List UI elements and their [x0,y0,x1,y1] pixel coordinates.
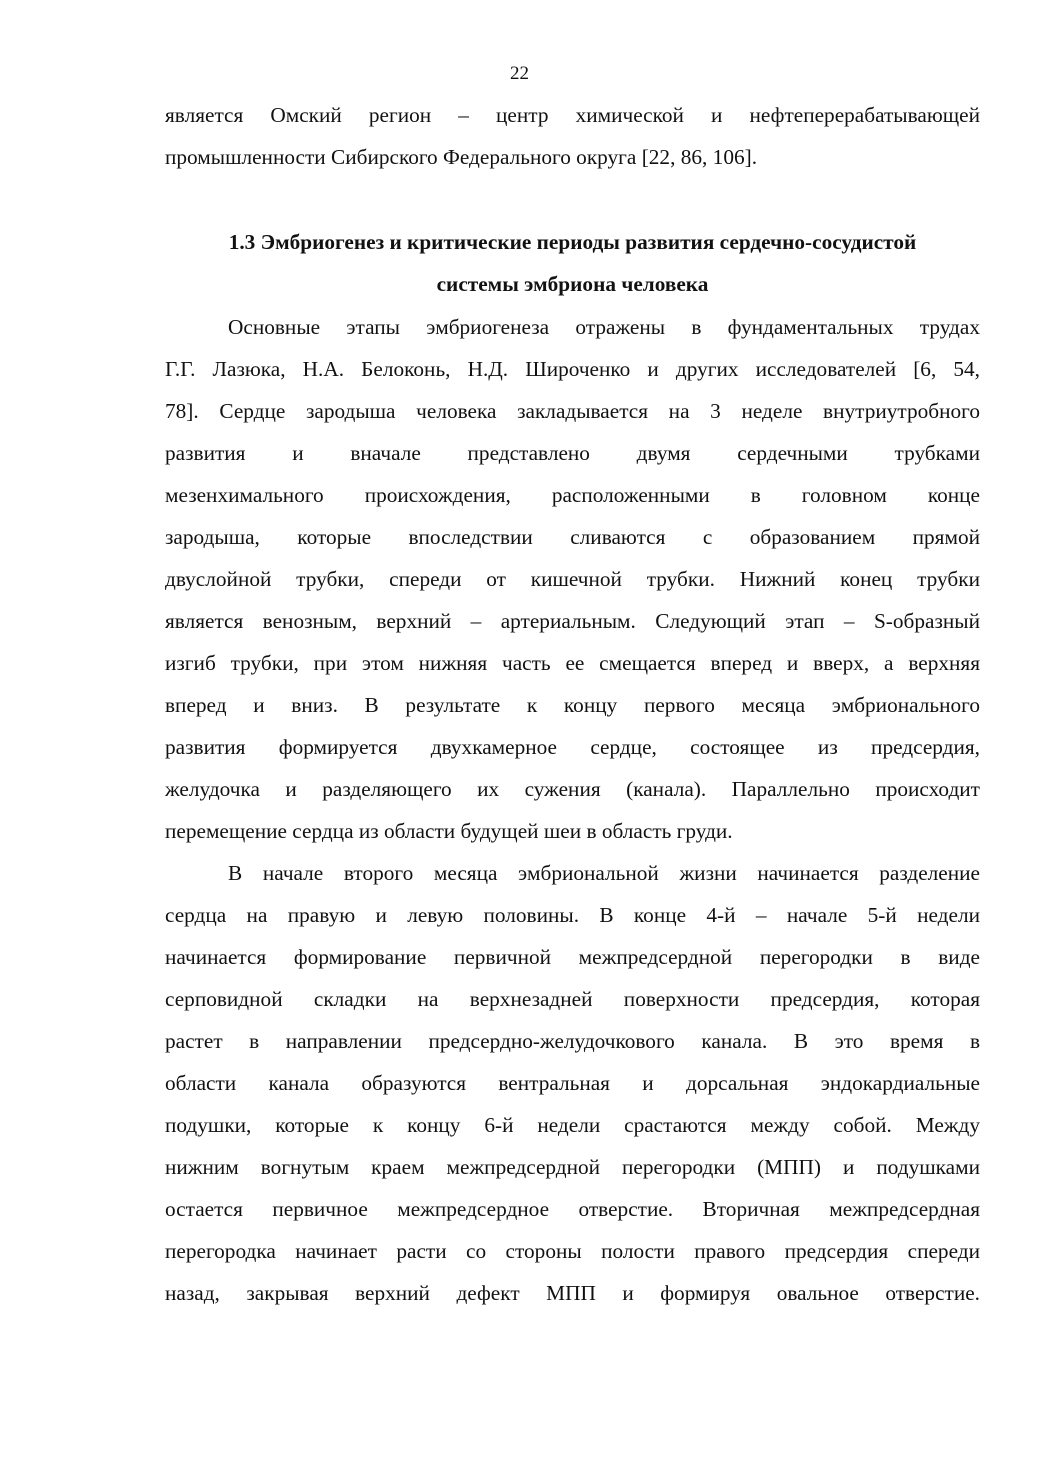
text-line: начинается формирование первичной межпредсердной перегородки в виде [165,945,980,969]
text-line: остается первичное межпредсердное отверстие. Вторичная межпредсердная [165,1197,980,1221]
text-line: Г.Г. Лазюка, Н.А. Белоконь, Н.Д. Широченко и других исследователей [6, 54, [165,357,980,381]
page-number: 22 [510,63,529,84]
text-line: нижним вогнутым краем межпредсердной перегородки (МПП) и подушками [165,1155,980,1179]
text-line: изгиб трубки, при этом нижняя часть ее смещается вперед и вверх, а верхняя [165,651,980,675]
text-line: развития формируется двухкамерное сердце, состоящее из предсердия, [165,735,980,759]
text-line: В начале второго месяца эмбриональной жизни начинается разделение [228,861,980,885]
text-line: перегородка начинает расти со стороны полости правого предсердия спереди [165,1239,980,1263]
text-line: развития и вначале представлено двумя сердечными трубками [165,441,980,465]
section-heading [165,221,980,305]
paragraph-1 [165,306,980,852]
text-line: является Омский регион – центр химической и нефтеперерабатывающей [165,103,980,127]
heading-line: 1.3 Эмбриогенез и критические периоды развития сердечно-сосудистой [228,230,917,254]
text-line: двуслойной трубки, спереди от кишечной трубки. Нижний конец трубки [165,567,980,591]
text-line: зародыша, которые впоследствии сливаются с образованием прямой [165,525,980,549]
intro-paragraph [165,94,980,178]
text-line: Основные этапы эмбриогенеза отражены в фундаментальных трудах [228,315,980,339]
text-line: сердца на правую и левую половины. В конце 4-й – начале 5-й недели [165,903,980,927]
text-line: мезенхимального происхождения, расположенными в головном конце [165,483,980,507]
text-line: является венозным, верхний – артериальным. Следующий этап – S-образный [165,609,980,633]
text-line: серповидной складки на верхнезадней поверхности предсердия, которая [165,987,980,1011]
text-line: вперед и вниз. В результате к концу первого месяца эмбрионального [165,693,980,717]
paragraph-2 [165,852,980,1314]
text-line: промышленности Сибирского Федерального округа [22, 86, 106]. [165,145,758,169]
text-line: 78]. Сердце зародыша человека закладывается на 3 неделе внутриутробного [165,399,980,423]
heading-line: системы эмбриона человека [436,272,709,296]
text-line: области канала образуются вентральная и дорсальная эндокардиальные [165,1071,980,1095]
text-line: назад, закрывая верхний дефект МПП и формируя овальное отверстие. [165,1281,980,1305]
text-line: подушки, которые к концу 6-й недели срастаются между собой. Между [165,1113,980,1137]
text-line: перемещение сердца из области будущей шеи в область груди. [165,819,733,843]
text-line: желудочка и разделяющего их сужения (канала). Параллельно происходит [165,777,980,801]
text-line: растет в направлении предсердно-желудочкового канала. В это время в [165,1029,980,1053]
